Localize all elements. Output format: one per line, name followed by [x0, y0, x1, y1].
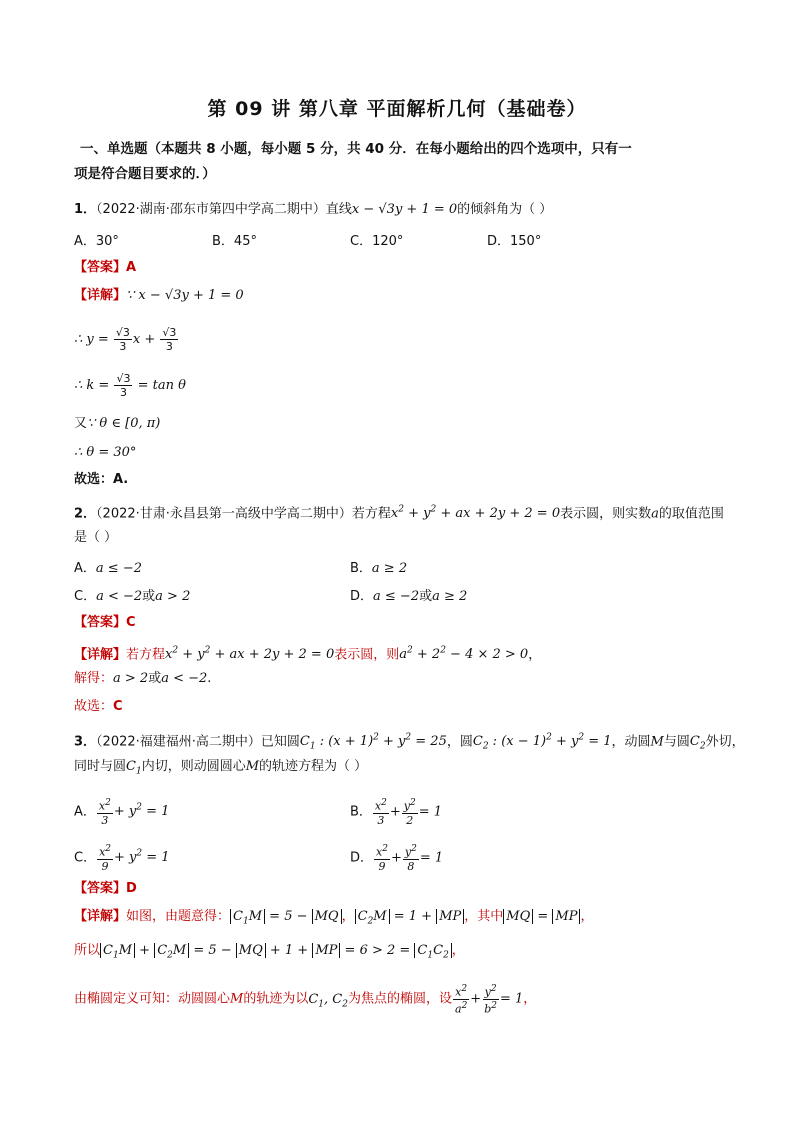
conclusion-tag: 故选：	[74, 699, 114, 714]
stem-text: 内切，则动圆圆心	[141, 759, 246, 774]
answer-value: D	[126, 881, 137, 896]
option-d: D．a ≤ −2或a ≥ 2	[350, 589, 468, 604]
option-c: C． $\frac{x^2}{9}$ + $y^2 = 1$	[74, 844, 170, 873]
text: 为焦点的椭圆，设	[347, 991, 452, 1007]
conclusion-value: C	[113, 699, 123, 714]
answer-value: C	[126, 615, 136, 630]
answer-value: A	[126, 260, 137, 275]
detail-tag: 【详解】	[74, 909, 127, 924]
page-title: 第 09 讲 第八章 平面解析几何（基础卷）	[207, 98, 587, 120]
answer-tag: 【答案】	[74, 260, 127, 275]
option-c: C．a < −2或a > 2	[74, 589, 191, 604]
question-stem-mid: ，圆	[446, 734, 473, 750]
derivation-step: ∴ y = $\frac{√3}{3}$ x + $\frac{√3}{3}$	[74, 326, 177, 353]
question-number: 1．	[74, 202, 97, 217]
detail-tag: 【详解】	[74, 647, 127, 663]
answer-line	[74, 879, 137, 899]
option-b: B．45°	[212, 234, 257, 249]
equation: $x^2 + y^2$ + ax + 2y + 2 = 0	[390, 505, 561, 522]
detail-line: 【详解】若方程$x^2 + y^2$ + ax + 2y + 2 = 0表示圆，则$a^2 + 2^2 - 4 \times 2 > 0$，	[74, 646, 542, 663]
so-text: 所以	[74, 943, 101, 958]
detail-text: 如图，由题意得：	[126, 909, 231, 924]
option-b: B．a ≥ 2	[350, 561, 408, 576]
answer-line	[74, 258, 136, 278]
question-stem-tail: 的倾斜角为（ ）	[457, 202, 553, 217]
derivation-step: 又∵ θ ∈ [0, π)	[74, 416, 161, 431]
answer-line	[74, 613, 136, 633]
question-3-stem-line2: 同时与圆$C_1$内切，则动圆圆心M的轨迹方程为（ ）	[74, 759, 368, 777]
derivation-step: 所以 $C_1M + C_2M = 5$ − MQ + 1 + MP = $6 > 2 = C_1C_2$ ，	[74, 943, 465, 961]
equation: x − √3y + 1 = 0	[351, 202, 458, 217]
question-stem-tail: 外切，	[705, 734, 745, 750]
question-number: 3．	[74, 734, 97, 750]
solve-line: 解得：a > 2或a < −2.	[74, 671, 212, 686]
question-1-stem	[74, 200, 552, 220]
question-2-stem-line2: 是（ ）	[74, 530, 118, 545]
option-a: A．a ≤ −2	[74, 561, 142, 576]
detail-tag: 【详解】	[74, 288, 127, 303]
option-b: B． $\frac{x^2}{3}$ + $\frac{y^2}{2}$ = 1	[350, 798, 443, 827]
question-2-stem: 2．（2022·甘肃·永昌县第一高级中学高二期中）若方程$x^2 + y^2$ + ax + 2y + 2 = 0表示圆，则实数a的取值范围	[74, 505, 724, 522]
conclusion	[74, 697, 123, 717]
option-d: D．150°	[487, 234, 542, 249]
derivation-step: ∴ θ = 30°	[74, 445, 137, 460]
question-3-stem: 3．（2022·福建福州·高二期中）已知圆$C_1$ : $(x + 1)^2 + y^2 = 25$，圆$C_2$ : $(x - 1)^2 + y^2 = 1$，动圆M与圆$C_2$外切，	[74, 733, 745, 752]
detail-line	[74, 286, 244, 306]
conclusion: 故选：A.	[74, 472, 129, 487]
stem-text: 同时与圆	[74, 759, 127, 774]
answer-tag: 【答案】	[74, 881, 127, 896]
section-heading-line1: 一、单选题（本题共 8 小题，每小题 5 分，共 40 分．在每小题给出的四个选项中，只有一	[80, 141, 632, 157]
solve-tag: 解得：	[74, 671, 114, 686]
question-stem-tail: 与圆	[663, 734, 690, 750]
option-c: C．120°	[350, 234, 404, 249]
question-source: （2022·湖南·邵东市第四中学高二期中）直线	[96, 202, 352, 217]
option-d: D． $\frac{x^2}{9}$ + $\frac{y^2}{8}$ = 1	[350, 844, 444, 873]
equation: ∵ x − √3y + 1 = 0	[126, 288, 244, 303]
answer-tag: 【答案】	[74, 615, 127, 630]
stem-text: 的轨迹方程为（ ）	[259, 759, 368, 774]
option-a: A．30°	[74, 234, 119, 249]
detail-line: 【详解】如图，由题意得： $C_1M = 5$ − MQ ， $C_2M = 1$ + MP ，其中 MQ = MP ，	[74, 909, 594, 927]
option-a: A． $\frac{x^2}{3}$ + $y^2 = 1$	[74, 798, 170, 827]
detail-text: 若方程	[126, 647, 166, 663]
question-stem-mid: 表示圆，则实数	[560, 506, 652, 522]
question-stem-tail: ，动圆	[611, 734, 651, 750]
question-stem-tail: 的取值范围	[658, 506, 724, 522]
question-number: 2．	[74, 506, 97, 522]
question-source: （2022·甘肃·永昌县第一高级中学高二期中）若方程	[96, 506, 391, 522]
question-source: （2022·福建福州·高二期中）已知圆	[96, 734, 300, 750]
derivation-step: ∴ k = $\frac{√3}{3}$ = tan θ	[74, 372, 186, 399]
section-heading-line2: 项是符合题目要求的．）	[74, 166, 216, 182]
text: 的轨迹为以	[243, 991, 309, 1007]
text: 由椭圆定义可知：动圆圆心	[74, 991, 231, 1007]
derivation-step: 由椭圆定义可知：动圆圆心M的轨迹为以$C_1$, $C_2$为焦点的椭圆，设 $\frac{x^2}{a^2}$ + $\frac{y^2}{b^2}$ = 1，	[74, 984, 537, 1016]
detail-text: 表示圆，则	[334, 647, 400, 663]
